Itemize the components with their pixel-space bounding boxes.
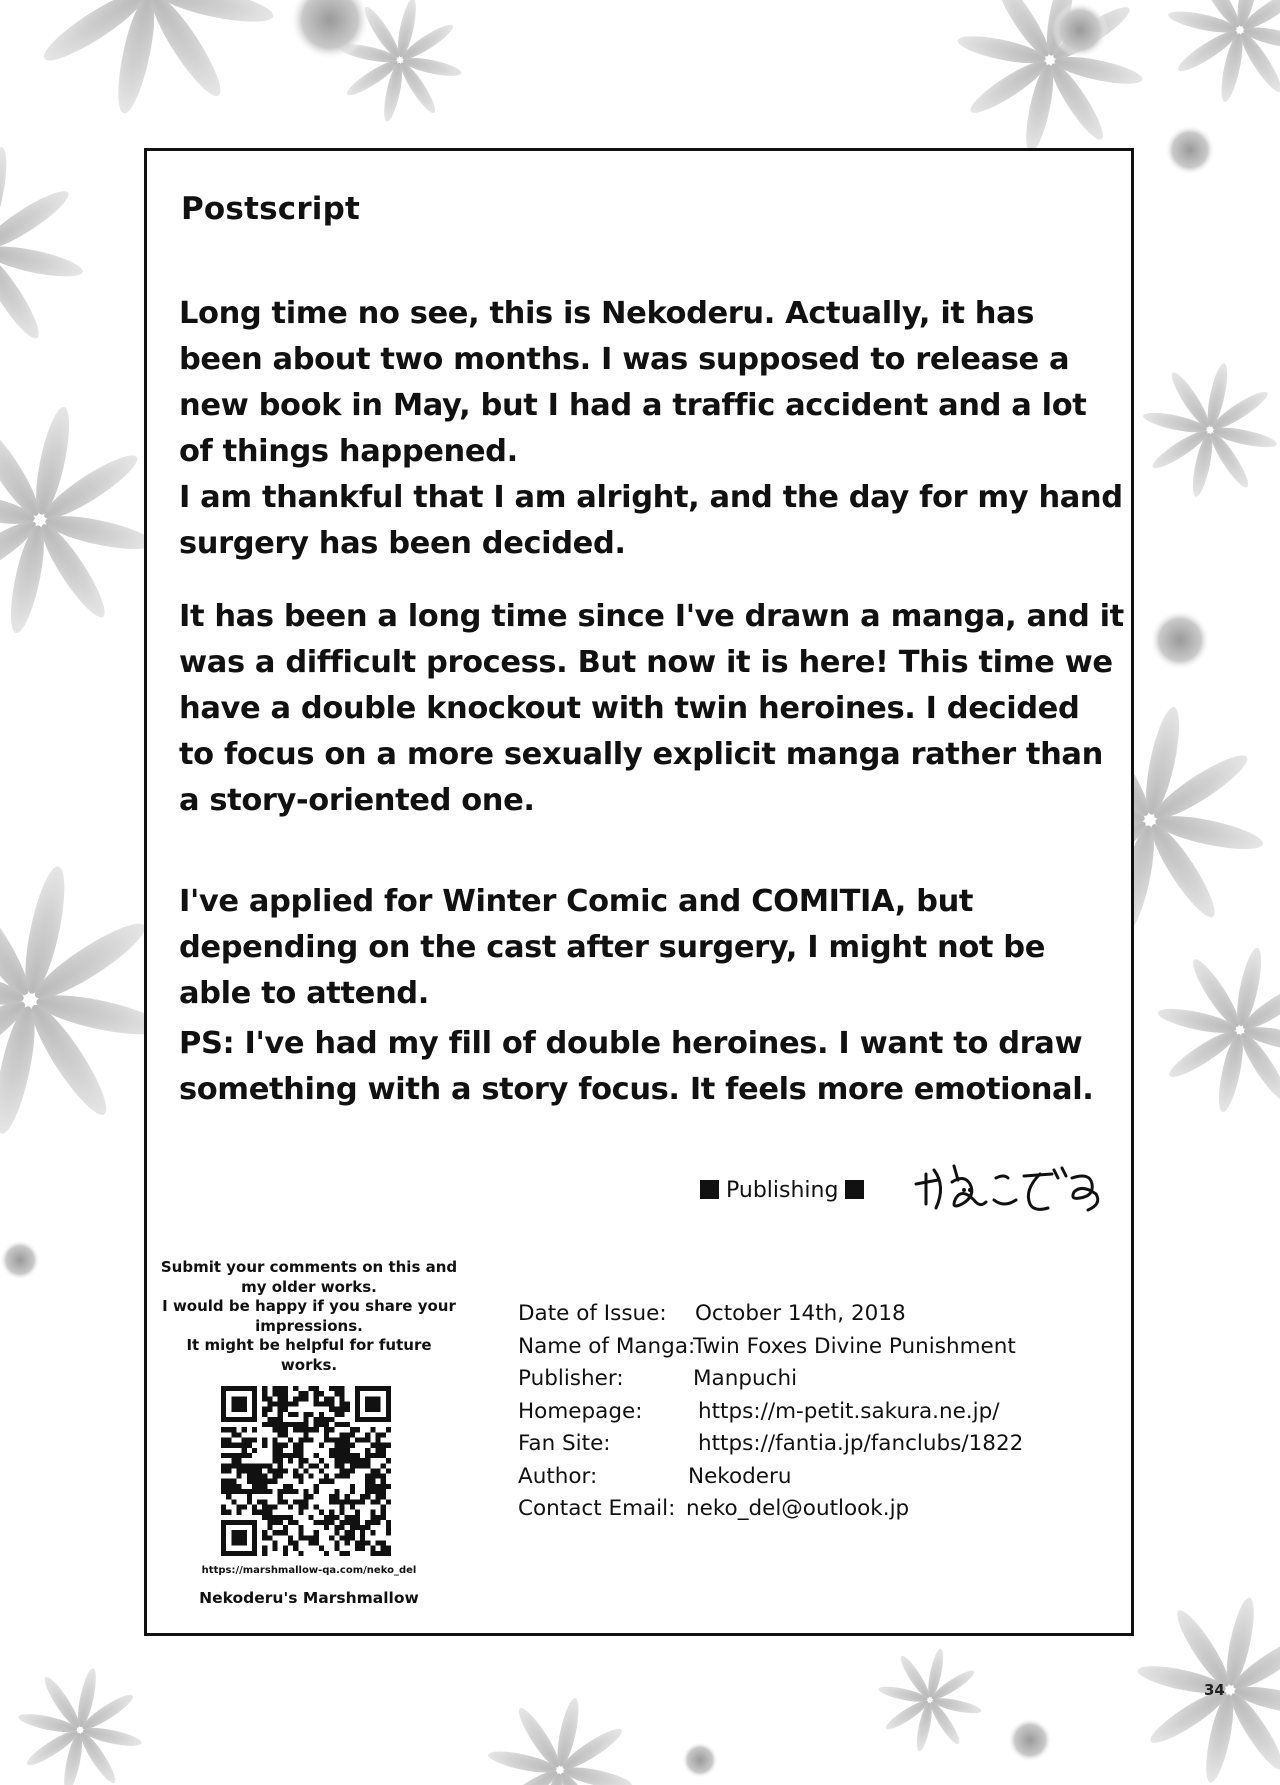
colophon-value[interactable]: https://m-petit.sakura.ne.jp/ [698, 1398, 1000, 1424]
author-signature [912, 1160, 1112, 1222]
colophon-row [518, 1396, 1118, 1429]
publishing-label: Publishing [726, 1178, 839, 1203]
colophon-row [518, 1428, 1118, 1461]
square-bullet-icon [700, 1180, 719, 1199]
colophon-row [518, 1363, 1118, 1396]
flower-icon [17, 1667, 143, 1785]
bokeh-dot-icon [1150, 610, 1210, 670]
colophon-value: Twin Foxes Divine Punishment [693, 1333, 1016, 1359]
colophon-value: Nekoderu [688, 1463, 792, 1489]
publishing-line [700, 1166, 1120, 1226]
colophon-row [518, 1493, 1118, 1526]
bokeh-dot-icon [1052, 2, 1108, 58]
colophon-label: Contact Email: [518, 1496, 676, 1521]
publishing-label-group [700, 1178, 864, 1203]
flower-icon [956, 0, 1145, 154]
paragraph-2: It has been a long time since I've drawn a manga, and it was a difficult process. But now it is here! This time we have a double knockout with twin heroines. I decided to focus on a more sexually explicit manga rather than a story-oriented one. [179, 599, 1124, 818]
bokeh-dot-icon [682, 1742, 718, 1778]
bokeh-dot-icon [0, 1240, 40, 1280]
colophon-row [518, 1298, 1118, 1331]
bokeh-dot-icon [1165, 125, 1215, 175]
flower-icon [487, 1697, 634, 1785]
flower-icon [24, 0, 276, 116]
colophon [518, 1298, 1118, 1526]
colophon-label: Author: [518, 1463, 598, 1489]
qr-caption: Nekoderu's Marshmallow [199, 1589, 419, 1607]
colophon-value[interactable]: https://fantia.jp/fanclubs/1822 [698, 1431, 1024, 1456]
page-number: 34 [1204, 1681, 1225, 1699]
flower-icon [1156, 946, 1280, 1114]
colophon-row [518, 1461, 1118, 1494]
colophon-value[interactable]: neko_del@outlook.jp [686, 1496, 910, 1521]
flower-icon [878, 1648, 983, 1753]
paragraph-3: I've applied for Winter Comic and COMITIA, but depending on the cast after surgery, I might not be able to attend. [179, 884, 1045, 1011]
square-bullet-icon [845, 1180, 864, 1199]
colophon-row [518, 1331, 1118, 1364]
bokeh-dot-icon [1008, 1718, 1052, 1762]
colophon-value: Manpuchi [693, 1366, 798, 1391]
comments-request: Submit your comments on this and my older works. I would be happy if you share your impressions. It might be helpful for future works. [160, 1258, 458, 1374]
postscript-panel [144, 148, 1134, 1636]
flower-icon [1142, 362, 1278, 498]
paragraph-1: Long time no see, this is Nekoderu. Actually, it has been about two months. I was supposed to release a new book in May, but I had a traffic accident and a lot of things happened. I am thankful that I am alright, and the day for my hand surgery has been decided. [179, 296, 1123, 561]
flower-icon [0, 864, 166, 1137]
colophon-label: Name of Manga: [518, 1333, 696, 1359]
colophon-label: Fan Site: [518, 1431, 611, 1456]
colophon-label: Homepage: [518, 1398, 643, 1424]
page-title: Postscript [181, 191, 361, 227]
flower-icon [1167, 0, 1280, 103]
colophon-label: Date of Issue: [518, 1301, 667, 1326]
colophon-label: Publisher: [518, 1366, 624, 1391]
qr-code[interactable] [221, 1386, 391, 1556]
flower-icon [0, 405, 155, 636]
colophon-value: October 14th, 2018 [695, 1301, 906, 1326]
qr-url[interactable]: https://marshmallow-qa.com/neko_del [201, 1565, 417, 1576]
flower-icon [0, 145, 85, 355]
paragraph-4: PS: I've had my fill of double heroines. I want to draw something with a story focus. It feels more emotional. [179, 1026, 1094, 1107]
